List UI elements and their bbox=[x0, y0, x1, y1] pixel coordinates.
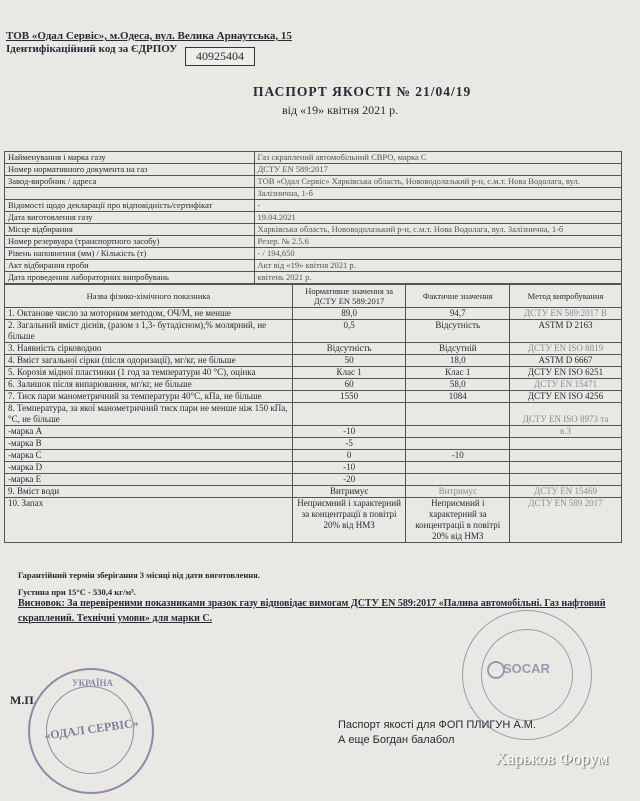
company-header: ТОВ «Одал Сервіс», м.Одеса, вул. Велика Арнаутська, 15 bbox=[6, 30, 292, 42]
forum-watermark: Харьков Форум bbox=[495, 749, 609, 768]
table-row: Місце відбирання Харківська область, Нововодолазький р-н, с.м.т. Нова Водолага, вул. Залізнична, 1-б bbox=[5, 224, 622, 236]
signature-line-2: А еще Богдан балабол bbox=[338, 734, 455, 746]
passport-title: ПАСПОРТ ЯКОСТІ № 21/04/19 bbox=[253, 84, 472, 99]
table-row: Номер нормативного документа на газ ДСТУ EN 589:2017 bbox=[5, 164, 622, 176]
stamp-ring-text: УКРАЇНА bbox=[72, 678, 113, 688]
table-row: 6. Залишок після випарювання, мг/кг, не більше 60 58,0 ДСТУ EN 15471 bbox=[5, 379, 622, 391]
properties-table bbox=[4, 284, 622, 543]
table-row: 8. Температура, за якої манометричний тиск пари не менше ніж 150 кПа, °С, не більше ДСТУ EN ISO 8973 та bbox=[5, 403, 622, 426]
mp-label: М.П. bbox=[10, 693, 37, 707]
conclusion-text: Висновок: За перевіреними показниками зразок газу відповідає вимогам ДСТУ EN 589:2017 «Палива автомобільні. Газ нафтовий скраплений. Технічні умови» для марки С. bbox=[18, 598, 606, 624]
edrpou-code: 40925404 bbox=[185, 47, 255, 66]
table-row: Відомості щодо декларації про відповідність/сертифікат - bbox=[5, 200, 622, 212]
column-header: Назва фізико-хімічного показника bbox=[5, 285, 293, 308]
edrpou-label: Ідентифікаційний код за ЄДРПОУ bbox=[6, 43, 178, 55]
signature-line-1: Паспорт якості для ФОП ПЛИГУН А.М. bbox=[338, 719, 536, 731]
table-header-row bbox=[5, 285, 622, 308]
column-header: Нормативне значення за ДСТУ EN 589:2017 bbox=[292, 285, 406, 308]
passport-date: від «19» квітня 2021 р. bbox=[282, 103, 399, 117]
table-row: Номер резервуара (транспортного засобу) Резер. № 2.5.6 bbox=[5, 236, 622, 248]
table-row: 1. Октанове число за моторним методом, ОЧ/М, не менше 89,0 94,7 ДСТУ EN 589:2017 В bbox=[5, 308, 622, 320]
passport-meta-table bbox=[4, 151, 622, 284]
table-row: 4. Вміст загальної сірки (після одоризації), мг/кг, не більше 50 18,0 ASTM D 6667 bbox=[5, 355, 622, 367]
density-note: Густина при 15°С - 530,4 кг/м³. bbox=[18, 587, 136, 597]
table-row: 10. Запах Неприємний і характерний за концентрації в повітрі 20% від НМЗ Неприємний і характерний за концентрації в повітрі 20% від НМЗ ДСТУ EN 589 2017 bbox=[5, 498, 622, 543]
table-row: -марка D -10 bbox=[5, 462, 622, 474]
table-row: -марка С 0 -10 bbox=[5, 450, 622, 462]
table-row: Рівень наповнення (мм) / Кількість (т) - / 194,650 bbox=[5, 248, 622, 260]
table-row: -марка Е -20 bbox=[5, 474, 622, 486]
column-header: Метод випробування bbox=[510, 285, 622, 308]
socar-logo-text: SOCAR bbox=[503, 661, 550, 676]
table-row: Дата виготовлення газу 19.04.2021 bbox=[5, 212, 622, 224]
table-row: Залізнична, 1-б bbox=[5, 188, 622, 200]
table-row: Дата проведення лабораторних випробувань квітень 2021 р. bbox=[5, 272, 622, 284]
column-header: Фактичне значення bbox=[406, 285, 510, 308]
table-row: -марка А -10 в.3 bbox=[5, 426, 622, 438]
socar-flame-icon bbox=[487, 661, 505, 679]
stamp-company-name: «ОДАЛ СЕРВІС» bbox=[43, 715, 140, 743]
table-row: 9. Вміст води Витримує Витримує ДСТУ EN 15469 bbox=[5, 486, 622, 498]
table-row: 3. Наявність сірководню Відсутність Відсутній ДСТУ EN ISO 8819 bbox=[5, 343, 622, 355]
table-row: 5. Корозія мідної пластинки (1 год за температури 40 °С), оцінка Клас 1 Клас 1 ДСТУ EN ISO 6251 bbox=[5, 367, 622, 379]
table-row: Завод-виробник / адреса ТОВ «Одал Сервіс» Харківська область, Нововодолазький р-н, с.м.т. Нова Водолага, вул. bbox=[5, 176, 622, 188]
table-row: -марка В -5 bbox=[5, 438, 622, 450]
storage-note: Гарантійний термін зберігання 3 місяці від дати виготовлення. bbox=[18, 570, 260, 580]
company-stamp bbox=[28, 668, 154, 794]
table-row: Найменування і марка газу Газ скраплений автомобільний СВРО, марка С bbox=[5, 152, 622, 164]
table-row: 7. Тиск пари манометричний за температури 40°С, кПа, не більше 1550 1084 ДСТУ EN ISO 4256 bbox=[5, 391, 622, 403]
table-row: 2. Загальний вміст дієнів, (разом з 1,3- бутадієном),% молярний, не більше 0,5 Відсутність ASTM D 2163 bbox=[5, 320, 622, 343]
table-row: Акт відбирання проби Акт від «19» квітня 2021 р. bbox=[5, 260, 622, 272]
